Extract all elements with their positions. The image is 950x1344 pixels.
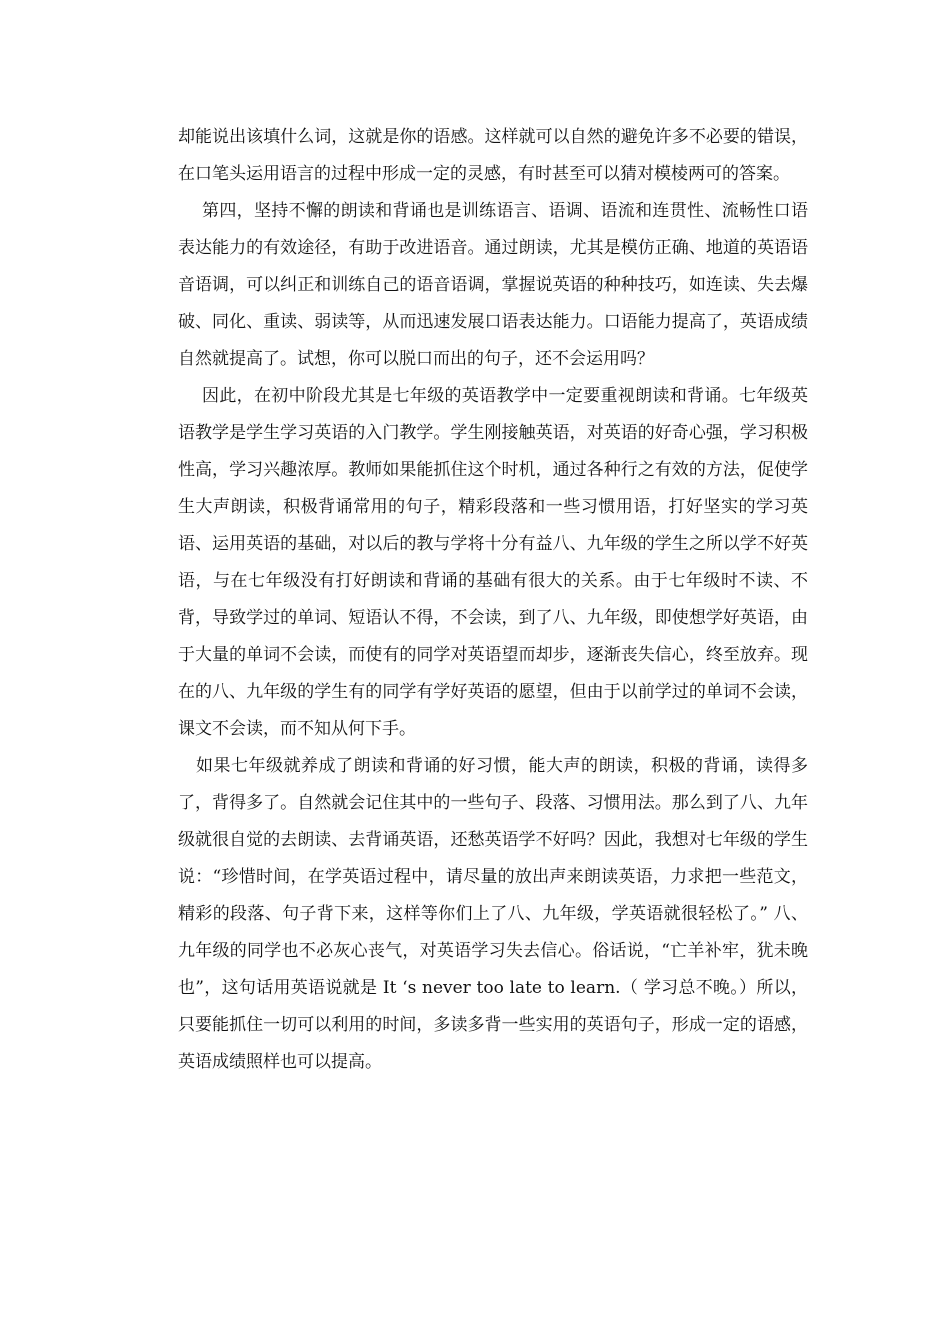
paragraph-2: 第四，坚持不懈的朗读和背诵也是训练语言、语调、语流和连贯性、流畅性口语表达能力的有效途径，有助于改进语音。通过朗读，尤其是模仿正确、地道的英语语音语调，可以纠正和训练自己的语音语调，掌握说英语的种种技巧，如连读、失去爆破、同化、重读、弱读等，从而迅速发展口语表达能力。口语能力提高了，英语成绩自然就提高了。试想，你可以脱口而出的句子，还不会运用吗？ [178,201,808,369]
paragraph-3: 因此，在初中阶段尤其是七年级的英语教学中一定要重视朗读和背诵。七年级英语教学是学生学习英语的入门教学。学生刚接触英语，对英语的好奇心强，学习积极性高，学习兴趣浓厚。教师如果能抓住这个时机，通过各种行之有效的方法，促使学生大声朗读，积极背诵常用的句子，精彩段落和一些习惯用语，打好坚实的学习英语、运用英语的基础，对以后的教与学将十分有益八、九年级的学生之所以学不好英语，与在七年级没有打好朗读和背诵的基础有很大的关系。由于七年级时不读、不背，导致学过的单词、短语认不得，不会读，到了八、九年级，即使想学好英语，由于大量的单词不会读，而使有的同学对英语望而却步，逐渐丧失信心，终至放弃。现在的八、九年级的学生有的同学有学好英语的愿望，但由于以前学过的单词不会读，课文不会读，而不知从何下手。 [178,386,808,739]
paragraph-1: 却能说出该填什么词，这就是你的语感。这样就可以自然的避免许多不必要的错误，在口笔头运用语言的过程中形成一定的灵感，有时甚至可以猜对模棱两可的答案。 [178,127,808,184]
document-body [178,119,808,1081]
paragraph-4: 如果七年级就养成了朗读和背诵的好习惯，能大声的朗读，积极的背诵，读得多了，背得多了。自然就会记住其中的一些句子、段落、习惯用法。那么到了八、九年级就很自觉的去朗读、去背诵英语，还愁英语学不好吗？因此，我想对七年级的学生说：“珍惜时间，在学英语过程中，请尽量的放出声来朗读英语，力求把一些范文，精彩的段落、句子背下来，这样等你们上了八、九年级，学英语就很轻松了。” 八、九年级的同学也不必灰心丧气，对英语学习失去信心。俗话说，“亡羊补牢，犹未晚也”，这句话用英语说就是 It ‘s never too late to learn.（ 学习总不晚。）所以，只要能抓住一切可以利用的时间，多读多背一些实用的英语句子，形成一定的语感，英语成绩照样也可以提高。 [178,756,808,1072]
